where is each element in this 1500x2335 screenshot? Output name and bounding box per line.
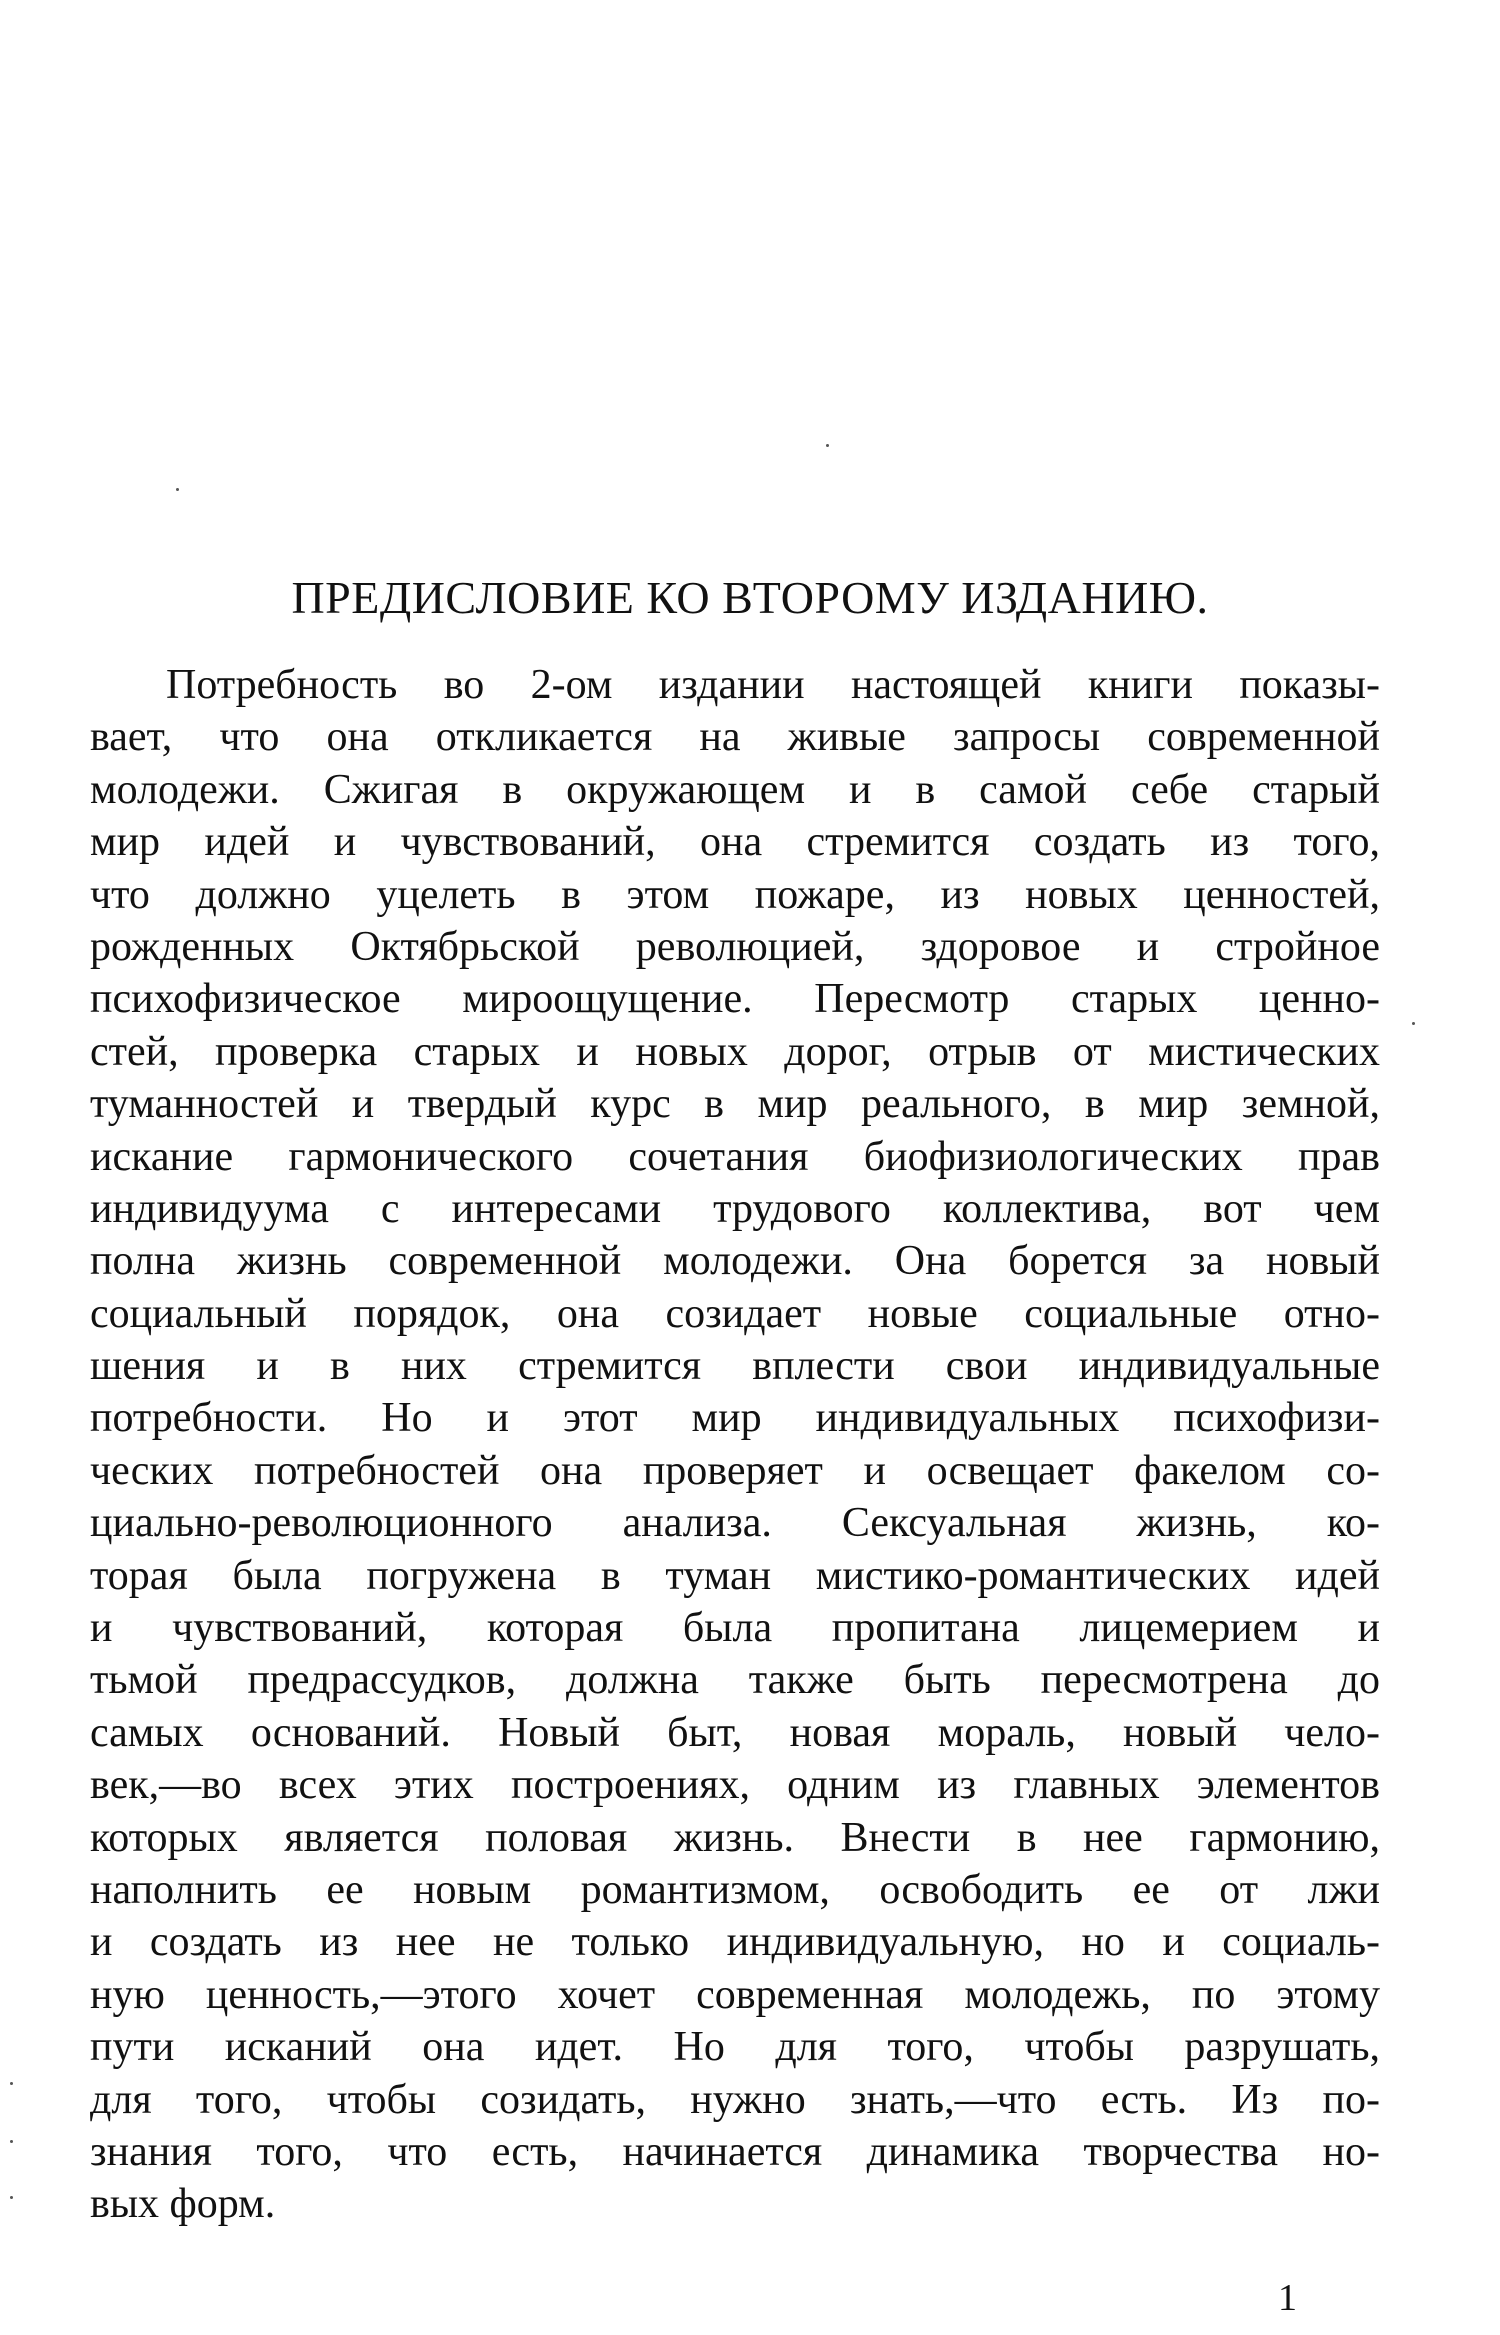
print-speck: [1412, 1022, 1415, 1025]
text-line: потребности. Но и этот мир индивидуальных психофизи-: [90, 1395, 1380, 1442]
print-speck: [10, 2140, 13, 2143]
text-line: социальный порядок, она созидает новые социальные отно-: [90, 1290, 1380, 1337]
text-line: вых форм.: [90, 2181, 276, 2228]
text-line: полна жизнь современной молодежи. Она борется за новый: [90, 1238, 1380, 1285]
text-line: стей, проверка старых и новых дорог, отрыв от мистических: [90, 1028, 1380, 1075]
text-line: ную ценность,—этого хочет современная молодежь, по этому: [90, 1971, 1380, 2018]
text-line: индивидуума с интересами трудового коллектива, вот чем: [90, 1185, 1380, 1232]
text-line: циально-революционного анализа. Сексуальная жизнь, ко-: [90, 1500, 1380, 1547]
text-line: что должно уцелеть в этом пожаре, из новых ценностей,: [90, 871, 1380, 918]
text-line: шения и в них стремится вплести свои индивидуальные: [90, 1343, 1380, 1390]
text-line: и чувствований, которая была пропитана лицемерием и: [90, 1605, 1380, 1652]
text-line: знания того, что есть, начинается динамика творчества но-: [90, 2128, 1380, 2175]
text-line: самых оснований. Новый быт, новая мораль, новый чело-: [90, 1709, 1380, 1756]
text-line: ческих потребностей она проверяет и освещает факелом со-: [90, 1447, 1380, 1494]
text-line: век,—во всех этих построениях, одним из главных элементов: [90, 1762, 1380, 1809]
print-speck: [10, 2196, 13, 2199]
text-line: торая была погружена в туман мистико-романтических идей: [90, 1552, 1380, 1599]
print-speck: [176, 488, 179, 491]
page-number: 1: [1278, 2277, 1297, 2319]
text-line: пути исканий она идет. Но для того, чтобы разрушать,: [90, 2024, 1380, 2071]
text-line: которых является половая жизнь. Внести в нее гармонию,: [90, 1814, 1380, 1861]
text-line: наполнить ее новым романтизмом, освободить ее от лжи: [90, 1866, 1380, 1913]
text-line: искание гармонического сочетания биофизиологических прав: [90, 1133, 1380, 1180]
text-line: и создать из нее не только индивидуальную, но и социаль-: [90, 1919, 1380, 1966]
print-speck: [826, 444, 829, 447]
page-title: ПРЕДИСЛОВИЕ КО ВТОРОМУ ИЗДАНИЮ.: [291, 572, 1209, 623]
text-line: для того, чтобы созидать, нужно знать,—что есть. Из по-: [90, 2076, 1380, 2123]
preface-paragraph: [90, 659, 1380, 2231]
text-line: туманностей и твердый курс в мир реального, в мир земной,: [90, 1081, 1380, 1128]
text-line: рожденных Октябрьской революцией, здоровое и стройное: [90, 923, 1380, 970]
text-line: психофизическое мироощущение. Пересмотр старых ценно-: [90, 976, 1380, 1023]
text-line: тьмой предрассудков, должна также быть пересмотрена до: [90, 1657, 1380, 1704]
text-line: Потребность во 2-ом издании настоящей книги показы-: [166, 662, 1380, 708]
text-line: вает, что она откликается на живые запросы современной: [90, 714, 1380, 761]
print-speck: [10, 2082, 13, 2085]
text-line: мир идей и чувствований, она стремится создать из того,: [90, 819, 1380, 866]
text-line: молодежи. Сжигая в окружающем и в самой себе старый: [90, 766, 1380, 813]
